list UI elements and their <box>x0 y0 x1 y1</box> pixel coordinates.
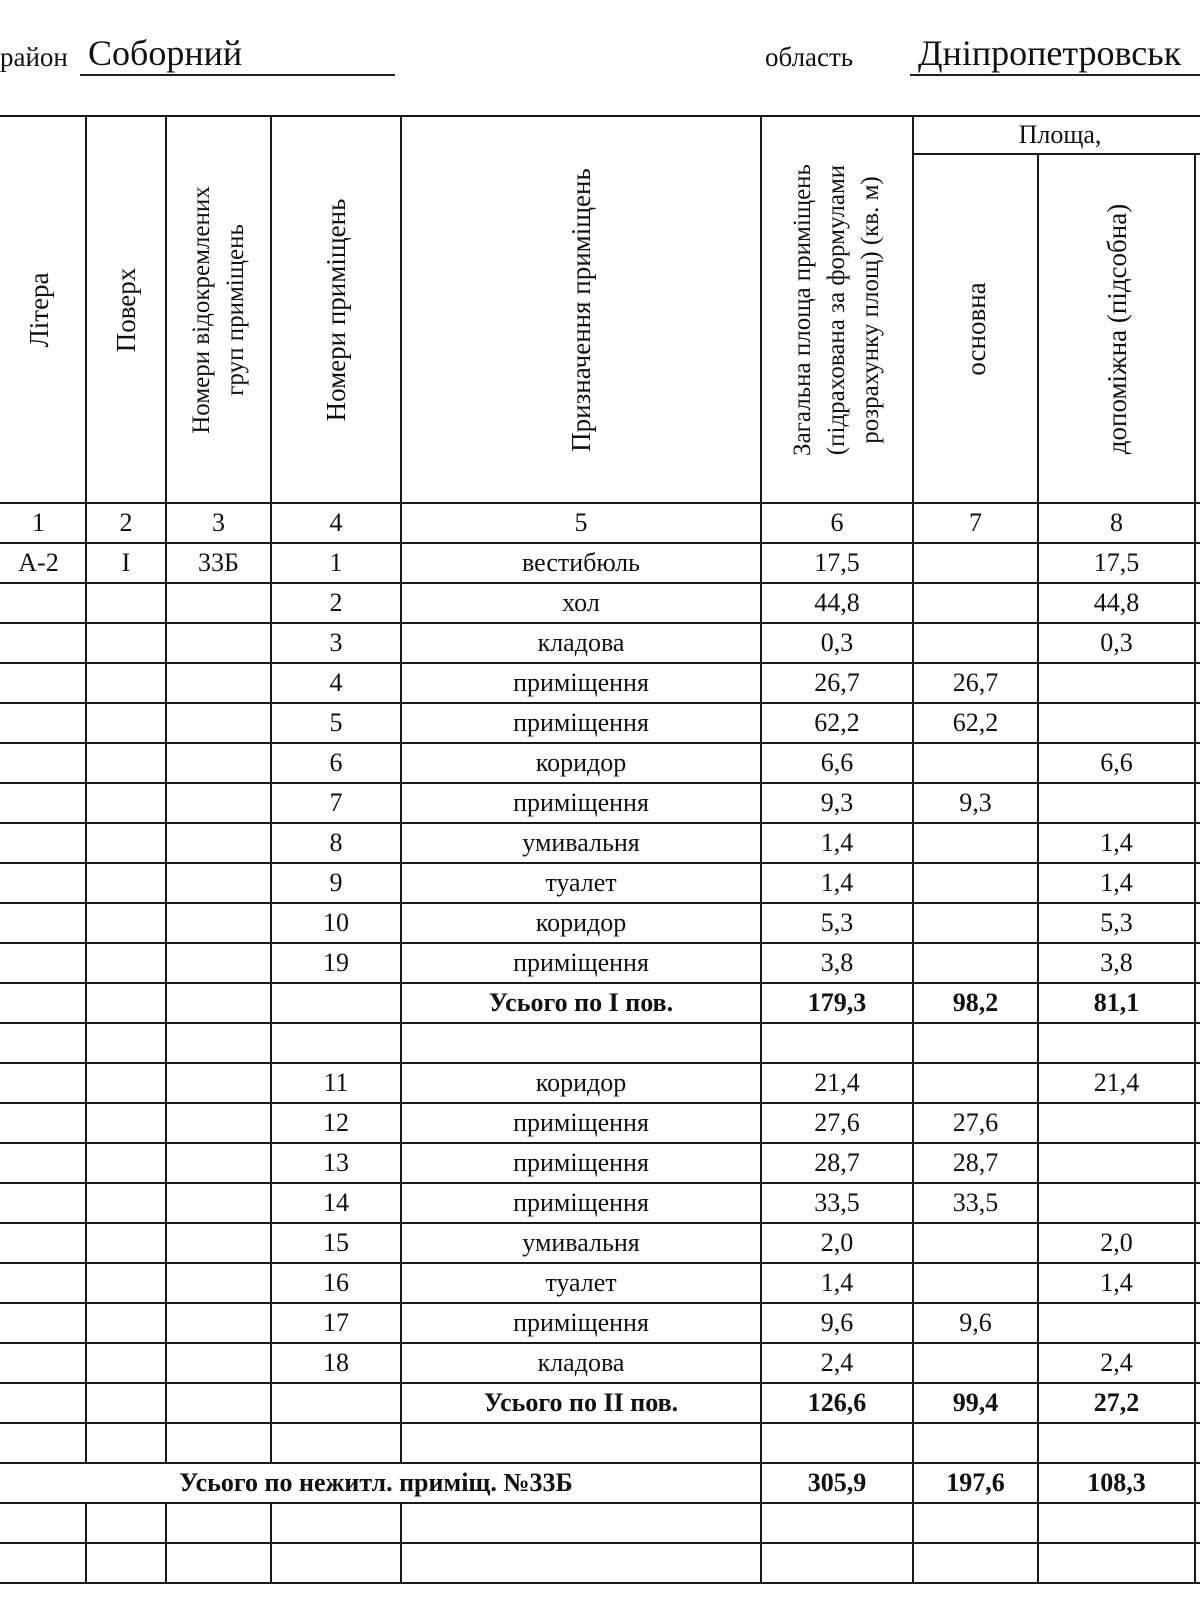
floor1-total-area: 179,3 <box>761 983 913 1023</box>
table-row <box>0 1223 1200 1263</box>
cell-aux-area: 2,4 <box>1038 1343 1195 1383</box>
header-row-1 <box>0 116 1200 154</box>
cell-room-purpose: приміщення <box>401 1103 761 1143</box>
cell-litera <box>0 703 86 743</box>
grand-total-aux: 108,3 <box>1038 1463 1195 1503</box>
cell-poverkh <box>86 1343 166 1383</box>
cell-litera <box>0 1183 86 1223</box>
table-row <box>0 543 1200 583</box>
cell-litera <box>0 1303 86 1343</box>
col-number: 1 <box>0 503 86 543</box>
table-row <box>0 1103 1200 1143</box>
cell-total-area: 3,8 <box>761 943 913 983</box>
cell-room-number: 6 <box>271 743 401 783</box>
cell-total-area: 17,5 <box>761 543 913 583</box>
cell-aux-area: 1,4 <box>1038 823 1195 863</box>
cell-litera <box>0 943 86 983</box>
cell-total-area: 9,6 <box>761 1303 913 1343</box>
cell-main-area: 33,5 <box>913 1183 1038 1223</box>
cell-main-area <box>913 743 1038 783</box>
cell-room-purpose: умивальня <box>401 823 761 863</box>
cell-cut <box>1195 1103 1200 1143</box>
grand-total-main: 197,6 <box>913 1463 1038 1503</box>
floor1-total-main: 98,2 <box>913 983 1038 1023</box>
cell-room-number: 3 <box>271 623 401 663</box>
cell-room-purpose: коридор <box>401 1063 761 1103</box>
col-head-purpose: Призначення приміщень <box>401 116 761 503</box>
cell-room-purpose: коридор <box>401 743 761 783</box>
cell-room-number: 18 <box>271 1343 401 1383</box>
cell-aux-area: 17,5 <box>1038 543 1195 583</box>
cell-total-area: 5,3 <box>761 903 913 943</box>
cell-total-area: 2,0 <box>761 1223 913 1263</box>
cell-aux-area <box>1038 1103 1195 1143</box>
cell-litera <box>0 623 86 663</box>
floor2-total-area: 126,6 <box>761 1383 913 1423</box>
cell-litera <box>0 863 86 903</box>
col-head-total-area: Загальна площа приміщень (підрахована за формулами розрахунку площ) (кв. м) <box>761 116 913 503</box>
col-number: 4 <box>271 503 401 543</box>
cell-main-area: 26,7 <box>913 663 1038 703</box>
cell-group <box>166 1183 271 1223</box>
cell-room-purpose: коридор <box>401 903 761 943</box>
col-number: 7 <box>913 503 1038 543</box>
floor1-total-aux: 81,1 <box>1038 983 1195 1023</box>
region-label: область <box>765 42 854 72</box>
floor2-total-row <box>0 1383 1200 1423</box>
cell-aux-area <box>1038 783 1195 823</box>
cell-poverkh <box>86 663 166 703</box>
cell-main-area <box>913 1263 1038 1303</box>
col-head-litera: Літера <box>0 116 86 503</box>
cell-room-purpose: кладова <box>401 1343 761 1383</box>
table-row <box>0 743 1200 783</box>
grand-total-row <box>0 1463 1200 1503</box>
col-head-area-group: Площа, <box>913 116 1200 154</box>
table-row <box>0 823 1200 863</box>
cell-poverkh <box>86 1183 166 1223</box>
table-row <box>0 1143 1200 1183</box>
grand-total-label: Усього по нежитл. приміщ. №33Б <box>0 1463 761 1503</box>
cell-room-number: 1 <box>271 543 401 583</box>
cell-main-area: 9,6 <box>913 1303 1038 1343</box>
floor1-total-label: Усього по І пов. <box>401 983 761 1023</box>
cell-aux-area: 44,8 <box>1038 583 1195 623</box>
premises-table <box>0 115 1200 1584</box>
cell-group <box>166 583 271 623</box>
cell-cut <box>1195 703 1200 743</box>
document-header <box>0 30 1200 80</box>
col-head-rooms: Номери приміщень <box>271 116 401 503</box>
table-row <box>0 1063 1200 1103</box>
cell-cut <box>1195 1063 1200 1103</box>
table-row <box>0 1343 1200 1383</box>
col-head-poverkh: Поверх <box>86 116 166 503</box>
cell-total-area: 28,7 <box>761 1143 913 1183</box>
cell-main-area <box>913 903 1038 943</box>
blank-row <box>0 1543 1200 1583</box>
col-head-groups: Номери відокремлених груп приміщень <box>166 116 271 503</box>
col-head-main: основна <box>913 154 1038 503</box>
cell-total-area: 1,4 <box>761 823 913 863</box>
cell-group <box>166 1143 271 1183</box>
table-row <box>0 903 1200 943</box>
cell-group <box>166 743 271 783</box>
table-row <box>0 1183 1200 1223</box>
floor2-total-label: Усього по ІІ пов. <box>401 1383 761 1423</box>
cell-room-number: 11 <box>271 1063 401 1103</box>
cell-main-area: 9,3 <box>913 783 1038 823</box>
cell-aux-area: 1,4 <box>1038 1263 1195 1303</box>
cell-poverkh <box>86 783 166 823</box>
cell-room-number: 4 <box>271 663 401 703</box>
cell-cut <box>1195 1263 1200 1303</box>
cell-room-number: 7 <box>271 783 401 823</box>
cell-room-purpose: приміщення <box>401 1183 761 1223</box>
table-row <box>0 943 1200 983</box>
cell-room-number: 9 <box>271 863 401 903</box>
table-row <box>0 1303 1200 1343</box>
cell-poverkh <box>86 623 166 663</box>
cell-room-purpose: приміщення <box>401 1143 761 1183</box>
cell-poverkh <box>86 823 166 863</box>
cell-total-area: 2,4 <box>761 1343 913 1383</box>
cell-group <box>166 863 271 903</box>
cell-room-purpose: вестибюль <box>401 543 761 583</box>
table-row <box>0 623 1200 663</box>
cell-poverkh <box>86 1143 166 1183</box>
floor2-total-aux: 27,2 <box>1038 1383 1195 1423</box>
cell-room-purpose: туалет <box>401 1263 761 1303</box>
cell-total-area: 44,8 <box>761 583 913 623</box>
cell-aux-area <box>1038 663 1195 703</box>
cell-room-number: 14 <box>271 1183 401 1223</box>
cell-poverkh <box>86 1063 166 1103</box>
cell-total-area: 1,4 <box>761 863 913 903</box>
region-underline <box>910 74 1200 76</box>
cell-aux-area: 1,4 <box>1038 863 1195 903</box>
region-value: Дніпропетровськ <box>918 33 1182 73</box>
cell-room-purpose: приміщення <box>401 943 761 983</box>
cell-group <box>166 1223 271 1263</box>
cell-group <box>166 903 271 943</box>
cell-main-area: 28,7 <box>913 1143 1038 1183</box>
cell-aux-area: 3,8 <box>1038 943 1195 983</box>
table-row <box>0 863 1200 903</box>
cell-room-number: 17 <box>271 1303 401 1343</box>
table-row <box>0 663 1200 703</box>
floor2-total-main: 99,4 <box>913 1383 1038 1423</box>
cell-litera <box>0 1343 86 1383</box>
cell-aux-area: 0,3 <box>1038 623 1195 663</box>
cell-litera <box>0 1263 86 1303</box>
cell-main-area <box>913 1063 1038 1103</box>
cell-main-area <box>913 1223 1038 1263</box>
cell-room-number: 13 <box>271 1143 401 1183</box>
cell-total-area: 1,4 <box>761 1263 913 1303</box>
cell-room-purpose: умивальня <box>401 1223 761 1263</box>
cell-room-number: 2 <box>271 583 401 623</box>
cell-cut <box>1195 863 1200 903</box>
cell-total-area: 21,4 <box>761 1063 913 1103</box>
cell-total-area: 62,2 <box>761 703 913 743</box>
cell-total-area: 26,7 <box>761 663 913 703</box>
cell-total-area: 27,6 <box>761 1103 913 1143</box>
cell-cut <box>1195 1183 1200 1223</box>
cell-poverkh <box>86 943 166 983</box>
cell-room-number: 12 <box>271 1103 401 1143</box>
cell-litera <box>0 1103 86 1143</box>
cell-main-area <box>913 863 1038 903</box>
cell-group <box>166 703 271 743</box>
cell-room-purpose: приміщення <box>401 703 761 743</box>
col-number: 6 <box>761 503 913 543</box>
cell-group <box>166 823 271 863</box>
cell-main-area <box>913 583 1038 623</box>
cell-cut <box>1195 823 1200 863</box>
col-number: 3 <box>166 503 271 543</box>
cell-group: 33Б <box>166 543 271 583</box>
cell-poverkh <box>86 703 166 743</box>
cell-poverkh <box>86 1223 166 1263</box>
cell-group <box>166 1063 271 1103</box>
cell-group <box>166 1343 271 1383</box>
cell-room-number: 15 <box>271 1223 401 1263</box>
cell-total-area: 9,3 <box>761 783 913 823</box>
cell-group <box>166 623 271 663</box>
district-label: район <box>0 42 68 72</box>
col-head-cut <box>1195 154 1200 503</box>
cell-main-area <box>913 943 1038 983</box>
cell-cut <box>1195 1343 1200 1383</box>
cell-group <box>166 663 271 703</box>
cell-main-area <box>913 823 1038 863</box>
cell-litera <box>0 1223 86 1263</box>
cell-cut <box>1195 1143 1200 1183</box>
floor1-total-row <box>0 983 1200 1023</box>
cell-cut <box>1195 1223 1200 1263</box>
cell-litera <box>0 743 86 783</box>
cell-room-purpose: приміщення <box>401 783 761 823</box>
cell-aux-area <box>1038 1303 1195 1343</box>
cell-poverkh <box>86 863 166 903</box>
floor2-rows <box>0 1063 1200 1383</box>
cell-aux-area: 6,6 <box>1038 743 1195 783</box>
district-underline <box>80 74 395 76</box>
cell-aux-area: 5,3 <box>1038 903 1195 943</box>
cell-poverkh: І <box>86 543 166 583</box>
cell-room-number: 19 <box>271 943 401 983</box>
cell-litera <box>0 903 86 943</box>
cell-group <box>166 1103 271 1143</box>
cell-aux-area: 2,0 <box>1038 1223 1195 1263</box>
table-row <box>0 783 1200 823</box>
cell-poverkh <box>86 1103 166 1143</box>
table-row <box>0 703 1200 743</box>
cell-poverkh <box>86 903 166 943</box>
cell-poverkh <box>86 583 166 623</box>
cell-cut <box>1195 583 1200 623</box>
cell-aux-area: 21,4 <box>1038 1063 1195 1103</box>
col-number: 5 <box>401 503 761 543</box>
table-row <box>0 1263 1200 1303</box>
cell-total-area: 6,6 <box>761 743 913 783</box>
cell-room-purpose: хол <box>401 583 761 623</box>
blank-row <box>0 1423 1200 1463</box>
cell-room-number: 10 <box>271 903 401 943</box>
blank-row <box>0 1503 1200 1543</box>
cell-group <box>166 783 271 823</box>
cell-litera <box>0 1143 86 1183</box>
column-number-row <box>0 503 1200 543</box>
cell-litera <box>0 583 86 623</box>
cell-room-number: 5 <box>271 703 401 743</box>
cell-room-number: 8 <box>271 823 401 863</box>
cell-litera: А-2 <box>0 543 86 583</box>
col-head-aux: допоміжна (підсобна) <box>1038 154 1195 503</box>
cell-room-number: 16 <box>271 1263 401 1303</box>
cell-group <box>166 1263 271 1303</box>
col-number: 8 <box>1038 503 1195 543</box>
cell-main-area <box>913 543 1038 583</box>
col-number: 2 <box>86 503 166 543</box>
cell-cut <box>1195 543 1200 583</box>
floor1-rows <box>0 543 1200 983</box>
cell-main-area <box>913 1343 1038 1383</box>
cell-main-area <box>913 623 1038 663</box>
cell-cut <box>1195 943 1200 983</box>
blank-row <box>0 1023 1200 1063</box>
cell-cut <box>1195 1303 1200 1343</box>
cell-litera <box>0 1063 86 1103</box>
cell-group <box>166 943 271 983</box>
cell-litera <box>0 783 86 823</box>
cell-room-purpose: приміщення <box>401 663 761 703</box>
cell-room-purpose: приміщення <box>401 1303 761 1343</box>
cell-cut <box>1195 743 1200 783</box>
cell-poverkh <box>86 743 166 783</box>
cell-total-area: 0,3 <box>761 623 913 663</box>
cell-main-area: 27,6 <box>913 1103 1038 1143</box>
cell-cut <box>1195 783 1200 823</box>
cell-group <box>166 1303 271 1343</box>
cell-poverkh <box>86 1263 166 1303</box>
cell-cut <box>1195 903 1200 943</box>
table-row <box>0 583 1200 623</box>
cell-room-purpose: туалет <box>401 863 761 903</box>
cell-litera <box>0 663 86 703</box>
grand-total-area: 305,9 <box>761 1463 913 1503</box>
cell-room-purpose: кладова <box>401 623 761 663</box>
cell-total-area: 33,5 <box>761 1183 913 1223</box>
col-number <box>1195 503 1200 543</box>
cell-aux-area <box>1038 1143 1195 1183</box>
cell-litera <box>0 823 86 863</box>
cell-cut <box>1195 663 1200 703</box>
cell-poverkh <box>86 1303 166 1343</box>
cell-aux-area <box>1038 1183 1195 1223</box>
district-value: Соборний <box>88 33 243 73</box>
cell-aux-area <box>1038 703 1195 743</box>
cell-cut <box>1195 623 1200 663</box>
cell-main-area: 62,2 <box>913 703 1038 743</box>
